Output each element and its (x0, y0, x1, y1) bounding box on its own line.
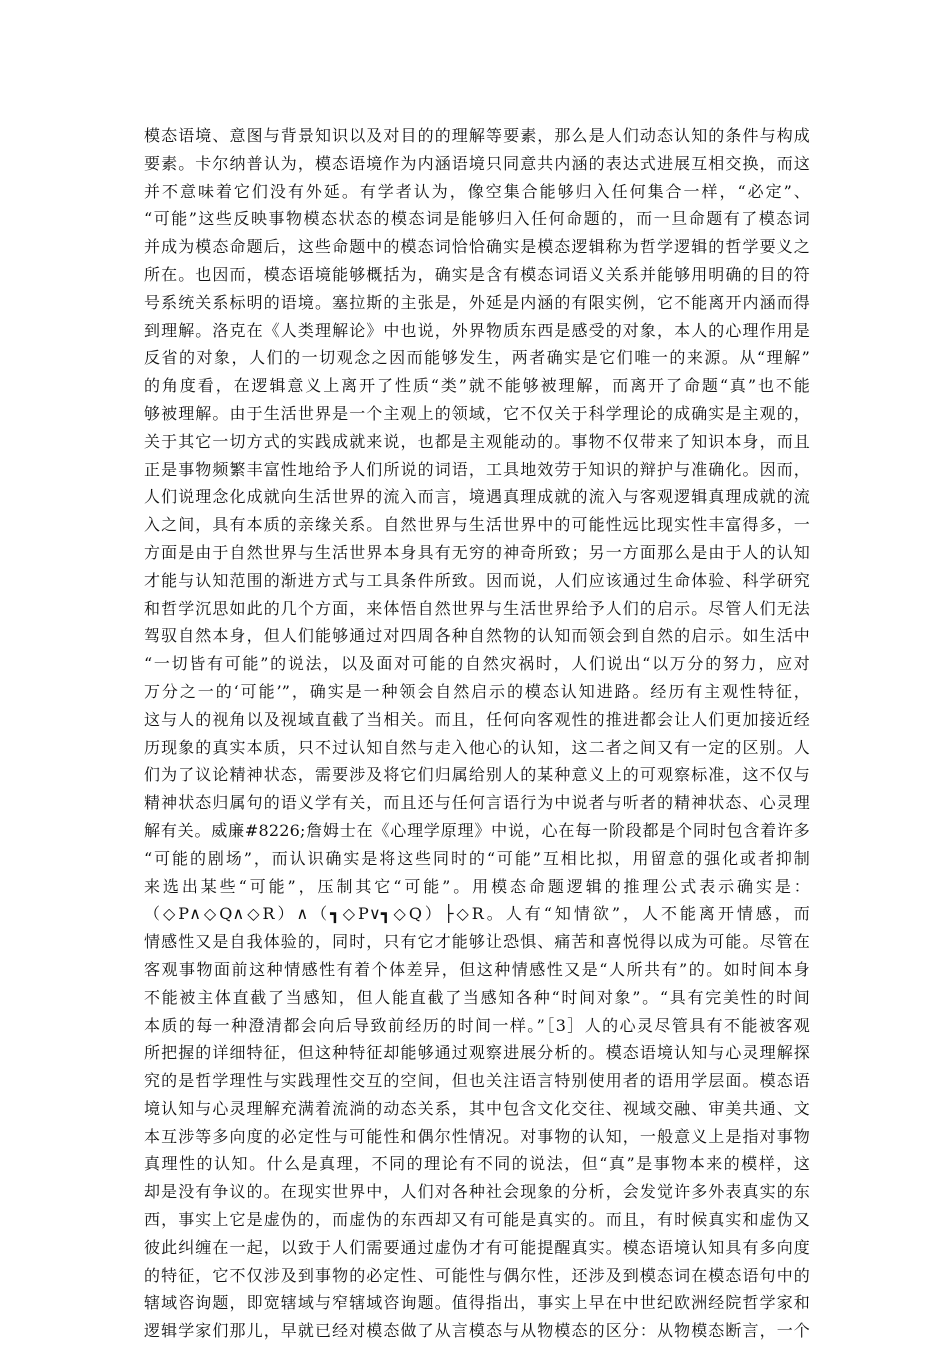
text-line: 的特征，它不仅涉及到事物的必定性、可能性与偶尔性，还涉及到模态词在模态语句中的 (144, 1265, 810, 1285)
text-line: 精神状态归属句的语义学有关，而且还与任何言语行为中说者与听者的精神状态、心灵理 (144, 793, 810, 813)
text-line: 和哲学沉思如此的几个方面，来体悟自然世界与生活世界给予人们的启示。尽管人们无法 (144, 598, 810, 618)
text-line: 关于其它一切方式的实践成就来说，也都是主观能动的。事物不仅带来了知识本身，而且 (144, 431, 810, 451)
text-line: 的角度看，在逻辑意义上离开了性质“类”就不能够被理解，而离开了命题“真”也不能 (144, 376, 810, 396)
text-line: 这与人的视角以及视域直截了当相关。而且，任何向客观性的推进都会让人们更加接近经 (144, 709, 810, 729)
text-line: “可能”这些反映事物模态状态的模态词是能够归入任何命题的，而一旦命题有了模态词 (144, 209, 810, 229)
text-line: 模态语境、意图与背景知识以及对目的的理解等要素，那么是人们动态认知的条件与构成 (144, 126, 810, 145)
text-line: 本质的每一种澄清都会向后导致前经历的时间一样。”［3］人的心灵尽管具有不能被客观 (144, 1015, 810, 1035)
text-line: 真理性的认知。什么是真理，不同的理论有不同的说法，但“真”是事物本来的模样，这 (144, 1154, 810, 1174)
text-line: 辖域咨询题，即宽辖域与窄辖域咨询题。值得指出，事实上早在中世纪欧洲经院哲学家和 (144, 1293, 810, 1313)
text-line: 却是没有争议的。在现实世界中，人们对各种社会现象的分析，会发觉许多外表真实的东 (144, 1182, 810, 1202)
text-line: 不能被主体直截了当感知，但人能直截了当感知各种“时间对象”。“具有完美性的时间 (144, 987, 810, 1007)
text-line: “一切皆有可能”的说法，以及面对可能的自然灾祸时，人们说出“以万分的努力，应对 (144, 654, 810, 674)
text-line: 历现象的真实本质，只不过认知自然与走入他心的认知，这二者之间又有一定的区别。人 (144, 737, 810, 757)
text-line: 反省的对象，人们的一切观念之因而能够发生，两者确实是它们唯一的来源。从“理解” (144, 348, 810, 368)
text-line: （◇P∧◇Q∧◇R）∧（┓◇P∨┓◇Q）├◇R。人有“知情欲”，人不能离开情感，而 (144, 904, 810, 924)
text-line: 够被理解。由于生活世界是一个主观上的领域，它不仅关于科学理论的成确实是主观的， (144, 403, 810, 423)
text-line: 正是事物频繁丰富性地给予人们所说的词语，工具地效劳于知识的辩护与准确化。因而， (144, 459, 810, 479)
text-line: 人们说理念化成就向生活世界的流入而言，境遇真理成就的流入与客观逻辑真理成就的流 (144, 487, 810, 507)
text-line: 境认知与心灵理解充满着流淌的动态关系，其中包含文化交往、视域交融、审美共通、文 (144, 1098, 810, 1118)
text-line: 所在。也因而，模态语境能够概括为，确实是含有模态词语义关系并能够用明确的目的符 (144, 264, 810, 284)
text-line: 情感性又是自我体验的，同时，只有它才能够让恐惧、痛苦和喜悦得以成为可能。尽管在 (144, 932, 810, 952)
text-line: 逻辑学家们那儿，早就已经对模态做了从言模态与从物模态的区分：从物模态断言，一个 (144, 1321, 810, 1341)
text-line: 究的是哲学理性与实践理性交互的空间，但也关注语言特别使用者的语用学层面。模态语 (144, 1071, 810, 1091)
body-text (144, 122, 810, 1345)
text-line: 入之间，具有本质的亲缘关系。自然世界与生活世界中的可能性远比现实性丰富得多，一 (144, 515, 810, 535)
text-line: 西，事实上它是虚伪的，而虚伪的东西却又有可能是真实的。而且，有时候真实和虚伪又 (144, 1210, 810, 1230)
text-line: 驾驭自然本身，但人们能够通过对四周各种自然物的认知而领会到自然的启示。如生活中 (144, 626, 810, 646)
text-line: 彼此纠缠在一起，以致于人们需要通过虚伪才有可能提醒真实。模态语境认知具有多向度 (144, 1237, 810, 1257)
text-line: 所把握的详细特征，但这种特征却能够通过观察进展分析的。模态语境认知与心灵理解探 (144, 1043, 810, 1063)
text-line: 要素。卡尔纳普认为，模态语境作为内涵语境只同意共内涵的表达式进展互相交换，而这 (144, 153, 810, 173)
text-line: 万分之一的‘可能’”，确实是一种领会自然启示的模态认知进路。经历有主观性特征， (144, 681, 810, 701)
text-line: 们为了议论精神状态，需要涉及将它们归属给别人的某种意义上的可观察标准，这不仅与 (144, 765, 810, 785)
text-line: 本互涉等多向度的必定性与可能性和偶尔性情况。对事物的认知，一般意义上是指对事物 (144, 1126, 810, 1146)
text-line: 并不意味着它们没有外延。有学者认为，像空集合能够归入任何集合一样，“必定”、 (144, 181, 810, 201)
text-line: 并成为模态命题后，这些命题中的模态词恰恰确实是模态逻辑称为哲学逻辑的哲学要义之 (144, 237, 810, 257)
text-line: 方面是由于自然世界与生活世界本身具有无穷的神奇所致；另一方面那么是由于人的认知 (144, 542, 810, 562)
text-line: 解有关。威廉#8226;詹姆士在《心理学原理》中说，心在每一阶段都是个同时包含着许多 (144, 820, 810, 840)
text-line: 才能与认知范围的渐进方式与工具条件所致。因而说，人们应该通过生命体验、科学研究 (144, 570, 810, 590)
text-line: 客观事物面前这种情感性有着个体差异，但这种情感性又是“人所共有”的。如时间本身 (144, 959, 810, 979)
text-line: 来选出某些“可能”，压制其它“可能”。用模态命题逻辑的推理公式表示确实是： (144, 876, 810, 896)
text-line: 号系统关系标明的语境。塞拉斯的主张是，外延是内涵的有限实例，它不能离开内涵而得 (144, 292, 810, 312)
text-line: “可能的剧场”，而认识确实是将这些同时的“可能”互相比拟，用留意的强化或者抑制 (144, 848, 810, 868)
text-line: 到理解。洛克在《人类理解论》中也说，外界物质东西是感受的对象，本人的心理作用是 (144, 320, 810, 340)
